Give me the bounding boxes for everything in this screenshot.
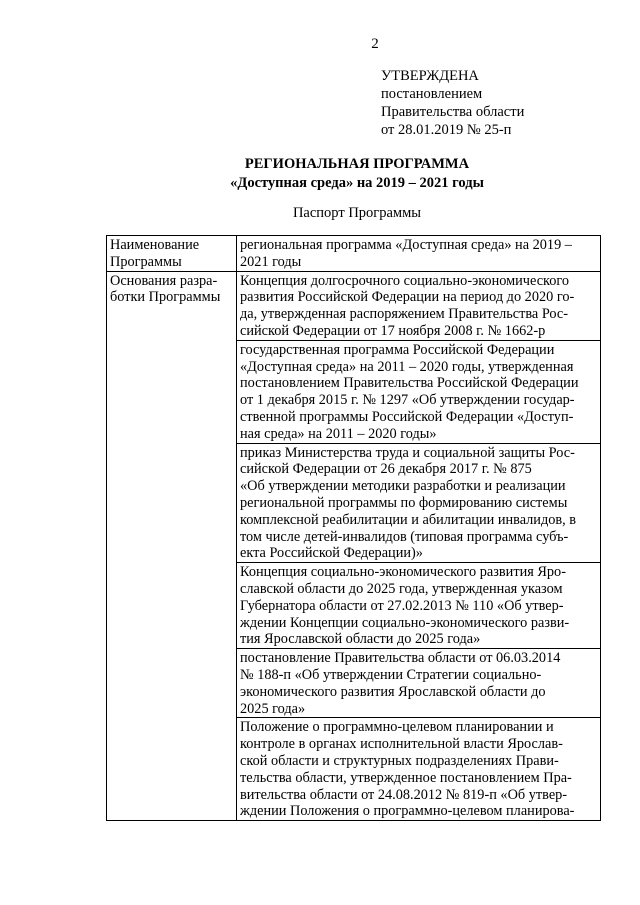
- approval-line: постановлением: [381, 86, 483, 102]
- basis-item: [237, 718, 601, 821]
- value-line: тельства области, утвержденное постановлением Пра-: [240, 769, 572, 786]
- value-line: ждении Концепции социально-экономического разви-: [240, 614, 570, 631]
- value-line: государственная программа Российской Федерации: [240, 341, 555, 358]
- table-row: [107, 271, 601, 340]
- value-line: Концепция долгосрочного социально-экономического: [240, 272, 570, 289]
- value-line: том числе детей-инвалидов (типовая программа субъ-: [240, 528, 569, 545]
- page-number: 2: [371, 36, 379, 52]
- value-line: 2021 годы: [240, 253, 302, 270]
- title-line: РЕГИОНАЛЬНАЯ ПРОГРАММА: [244, 156, 470, 172]
- table-row: [107, 236, 601, 272]
- value-line: региональной программы по формированию системы: [240, 494, 568, 511]
- value-line: приказ Министерства труда и социальной защиты Рос-: [240, 444, 575, 461]
- row-label: [107, 271, 237, 821]
- basis-item: [237, 271, 601, 340]
- approval-line: от 28.01.2019 № 25-п: [381, 122, 512, 138]
- row-label: [107, 236, 237, 272]
- value-line: региональная программа «Доступная среда» на 2019 –: [240, 237, 572, 253]
- value-line: комплексной реабилитации и абилитации инвалидов, в: [240, 511, 577, 528]
- basis-item: [237, 563, 601, 649]
- value-line: ственной программы Российской Федерации «Доступ-: [240, 408, 574, 425]
- basis-item: [237, 443, 601, 563]
- value-line: от 1 декабря 2015 г. № 1297 «Об утверждении государ-: [240, 392, 575, 409]
- value-line: ная среда» на 2011 – 2020 годы»: [240, 425, 437, 442]
- value-line: сийской Федерации от 26 декабря 2017 г. № 875: [240, 461, 532, 478]
- value-line: сийской Федерации от 17 ноября 2008 г. № 1662-р: [240, 322, 546, 339]
- document-subtitle: Паспорт Программы: [292, 205, 422, 221]
- row-value: [237, 236, 601, 272]
- value-line: ской области и структурных подразделениях Прави-: [240, 752, 559, 769]
- value-line: Концепция социально-экономического развития Яро-: [240, 564, 566, 581]
- value-line: экономического развития Ярославской области до: [240, 683, 546, 700]
- basis-item: [237, 340, 601, 443]
- value-line: Положение о программно-целевом планировании и: [240, 719, 554, 736]
- label-line: ботки Программы: [110, 289, 221, 306]
- approval-line: Правительства области: [381, 104, 525, 120]
- value-line: постановлением Правительства Российской Федерации: [240, 375, 579, 392]
- value-line: Губернатора области от 27.02.2013 № 110 «Об утвер-: [240, 597, 564, 614]
- label-line: Наименование: [110, 237, 200, 253]
- basis-item: [237, 649, 601, 718]
- value-line: да, утвержденная распоряжением Правительства Рос-: [240, 306, 569, 323]
- value-line: екта Российской Федерации)»: [240, 545, 423, 562]
- title-line: «Доступная среда» на 2019 – 2021 годы: [230, 175, 484, 191]
- passport-table: [106, 235, 601, 821]
- value-line: контроле в органах исполнительной власти Ярослав-: [240, 736, 563, 753]
- value-line: постановление Правительства области от 06.03.2014: [240, 650, 561, 667]
- value-line: «Доступная среда» на 2011 – 2020 годы, утвержденная: [240, 358, 574, 375]
- label-line: Основания разра-: [110, 272, 218, 289]
- label-line: Программы: [110, 253, 182, 270]
- value-line: вительства области от 24.08.2012 № 819-п «Об утвер-: [240, 786, 568, 803]
- value-line: «Об утверждении методики разработки и реализации: [240, 478, 566, 495]
- value-line: развития Российской Федерации на период до 2020 го-: [240, 289, 575, 306]
- value-line: № 188-п «Об утверждении Стратегии социально-: [240, 666, 542, 683]
- value-line: ждении Положения о программно-целевом планирова-: [240, 803, 575, 820]
- value-line: 2025 года»: [240, 700, 306, 717]
- value-line: славской области до 2025 года, утвержденная указом: [240, 580, 563, 597]
- value-line: тия Ярославской области до 2025 года»: [240, 631, 481, 648]
- approval-line: УТВЕРЖДЕНА: [381, 68, 479, 84]
